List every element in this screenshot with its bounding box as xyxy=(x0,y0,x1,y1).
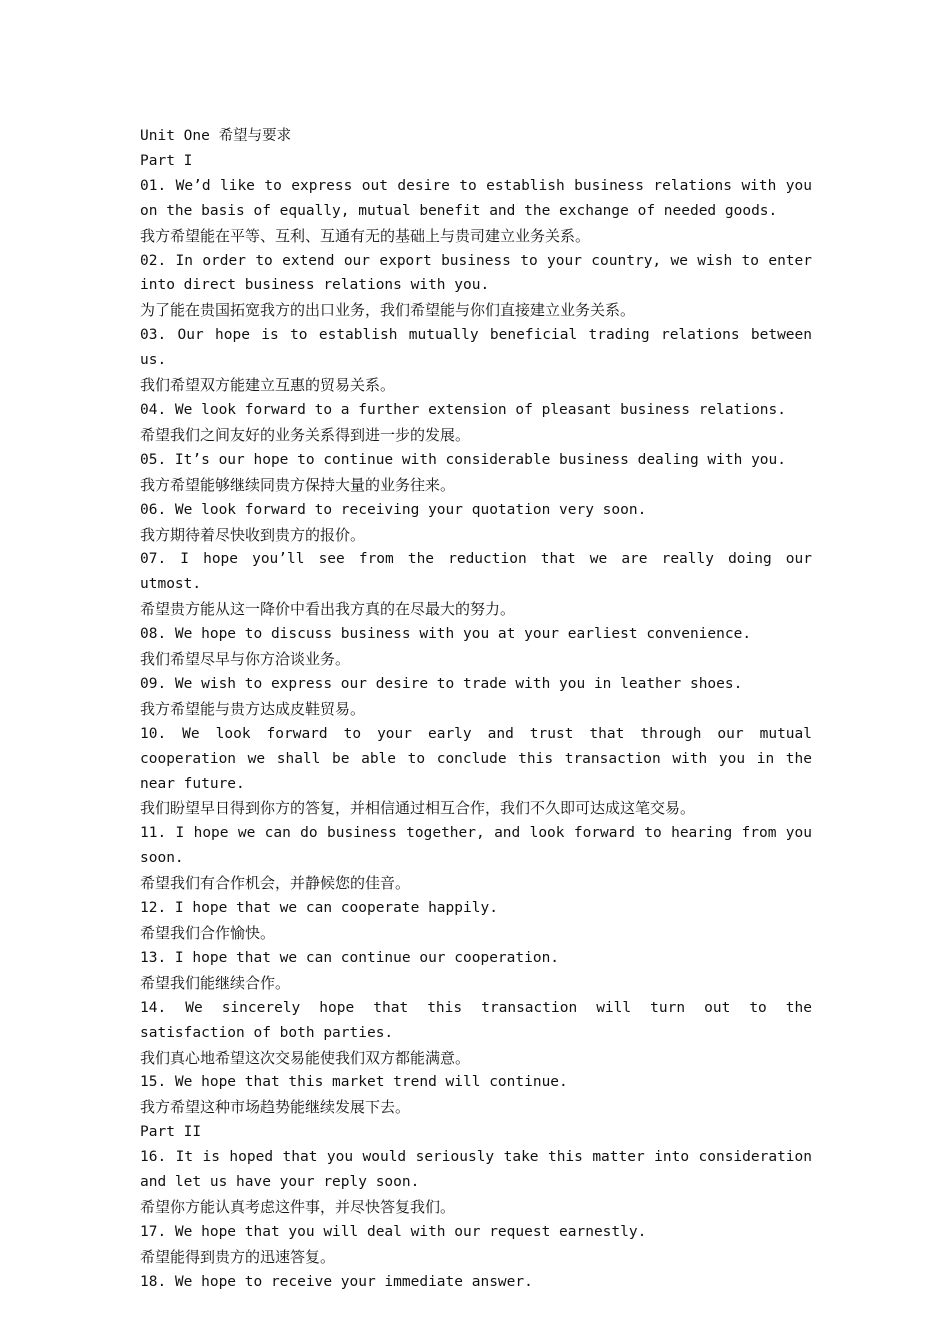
item-16-zh: 希望你方能认真考虑这件事，并尽快答复我们。 xyxy=(140,1197,456,1216)
item-02-zh: 为了能在贵国拓宽我方的出口业务，我们希望能与你们直接建立业务关系。 xyxy=(140,301,636,320)
item-17-zh: 希望能得到贵方的迅速答复。 xyxy=(140,1247,336,1266)
item-02-en: 02. In order to extend our export business to your country, we wish to enter into direct business relations with you. xyxy=(140,252,812,294)
item-09-zh: 我方希望能与贵方达成皮鞋贸易。 xyxy=(140,699,366,718)
document-page xyxy=(140,124,812,1295)
item-07-zh: 希望贵方能从这一降价中看出我方真的在尽最大的努力。 xyxy=(140,600,516,619)
item-06-zh: 我方期待着尽快收到贵方的报价。 xyxy=(140,525,366,544)
item-15-en: 15. We hope that this market trend will continue. xyxy=(140,1074,568,1091)
page-title: Unit One 希望与要求 xyxy=(140,128,292,144)
item-14-zh: 我们真心地希望这次交易能使我们双方都能满意。 xyxy=(140,1048,471,1067)
item-01-en: 01. We’d like to express out desire to establish business relations with you on the basis of equally, mutual benefit and the exchange of needed goods. xyxy=(140,177,812,219)
item-16-en: 16. It is hoped that you would seriously take this matter into consideration and let us have your reply soon. xyxy=(140,1149,812,1191)
item-17-en: 17. We hope that you will deal with our request earnestly. xyxy=(140,1223,647,1240)
item-13-zh: 希望我们能继续合作。 xyxy=(140,973,291,992)
item-01-zh: 我方希望能在平等、互利、互通有无的基础上与贵司建立业务关系。 xyxy=(140,226,591,245)
item-13-en: 13. I hope that we can continue our cooperation. xyxy=(140,949,560,966)
item-04-zh: 希望我们之间友好的业务关系得到进一步的发展。 xyxy=(140,425,471,444)
item-10-zh: 我们盼望早日得到你方的答复，并相信通过相互合作，我们不久即可达成这笔交易。 xyxy=(140,799,696,818)
item-18-en: 18. We hope to receive your immediate answer. xyxy=(140,1273,533,1290)
item-12-en: 12. I hope that we can cooperate happily. xyxy=(140,900,498,917)
item-07-en: 07. I hope you’ll see from the reduction that we are really doing our utmost. xyxy=(140,551,812,593)
item-06-en: 06. We look forward to receiving your quotation very soon. xyxy=(140,501,647,518)
item-08-en: 08. We hope to discuss business with you at your earliest convenience. xyxy=(140,626,752,643)
item-03-en: 03. Our hope is to establish mutually beneficial trading relations between us. xyxy=(140,327,812,369)
item-05-en: 05. It’s our hope to continue with considerable business dealing with you. xyxy=(140,451,787,468)
item-11-en: 11. I hope we can do business together, and look forward to hearing from you soon. xyxy=(140,825,812,867)
part-2-label: Part II xyxy=(140,1124,202,1141)
item-10-en: 10. We look forward to your early and trust that through our mutual cooperation we shall be able to conclude this transaction with you in the near future. xyxy=(140,725,812,792)
part-1-label: Part I xyxy=(140,152,193,169)
item-12-zh: 希望我们合作愉快。 xyxy=(140,924,276,942)
item-03-zh: 我们希望双方能建立互惠的贸易关系。 xyxy=(140,376,396,395)
item-08-zh: 我们希望尽早与你方洽谈业务。 xyxy=(140,650,351,669)
item-11-zh: 希望我们有合作机会，并静候您的佳音。 xyxy=(140,874,411,893)
item-05-zh: 我方希望能够继续同贵方保持大量的业务往来。 xyxy=(140,475,456,494)
item-15-zh: 我方希望这种市场趋势能继续发展下去。 xyxy=(140,1098,411,1117)
item-09-en: 09. We wish to express our desire to trade with you in leather shoes. xyxy=(140,675,743,692)
item-04-en: 04. We look forward to a further extension of pleasant business relations. xyxy=(140,401,787,418)
item-14-en: 14. We sincerely hope that this transaction will turn out to the satisfaction of both parties. xyxy=(140,999,812,1041)
